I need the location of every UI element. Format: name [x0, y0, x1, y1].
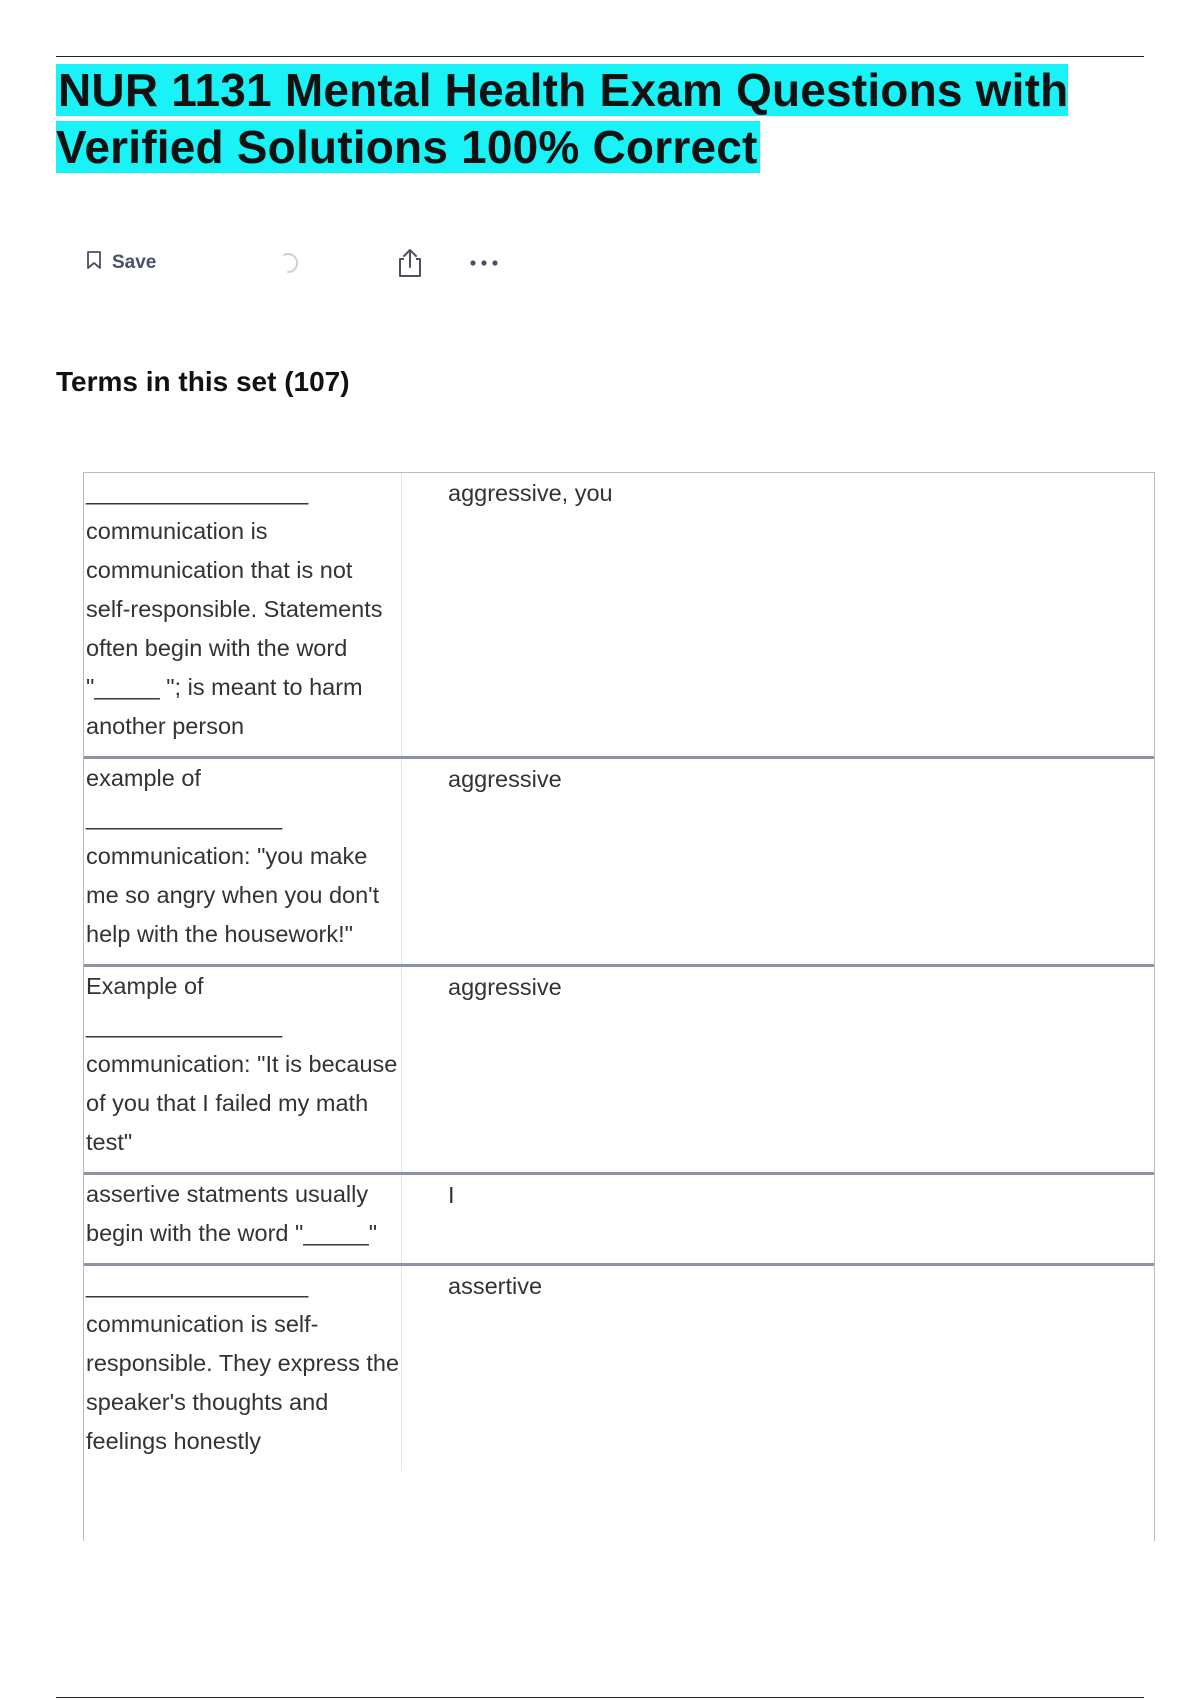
- more-options-icon[interactable]: [468, 246, 500, 280]
- definition-text: assertive: [448, 1273, 543, 1299]
- term-card: [84, 1266, 1154, 1471]
- definition-text: aggressive: [448, 974, 562, 1000]
- bottom-rule: [56, 1697, 1144, 1698]
- term-text: _________________ communication is self-responsible. They express the speaker's thoughts and feelings honestly: [84, 1266, 402, 1471]
- page-title-text: NUR 1131 Mental Health Exam Questions with Verified Solutions 100% Correct: [56, 64, 1069, 173]
- loading-spinner-icon: [276, 246, 302, 280]
- save-button[interactable]: [86, 246, 156, 280]
- term-card: [84, 967, 1154, 1175]
- top-rule: [56, 56, 1144, 57]
- term-text: assertive statments usually begin with the word "_____": [84, 1175, 402, 1263]
- term-card: [84, 1175, 1154, 1266]
- definition-text: I: [448, 1182, 455, 1208]
- toolbar: [86, 246, 516, 280]
- bookmark-icon: [86, 250, 102, 276]
- term-text: _________________ communication is communication that is not self-responsible. Statements often begin with the word "_____ "; is meant to harm another person: [84, 473, 402, 756]
- definition-text: aggressive, you: [448, 480, 613, 506]
- save-label: Save: [112, 252, 157, 273]
- term-card: [84, 473, 1154, 759]
- share-icon[interactable]: [396, 246, 424, 280]
- page-title: [56, 62, 1146, 176]
- definition-text: aggressive: [448, 766, 562, 792]
- terms-table: [83, 472, 1155, 1541]
- terms-count-heading: Terms in this set (107): [56, 366, 350, 397]
- term-card: [84, 759, 1154, 967]
- term-text: Example of _______________ communication: "It is because of you that I failed my math test": [84, 967, 402, 1172]
- term-text: example of _______________ communication: "you make me so angry when you don't help with the housework!": [84, 759, 402, 964]
